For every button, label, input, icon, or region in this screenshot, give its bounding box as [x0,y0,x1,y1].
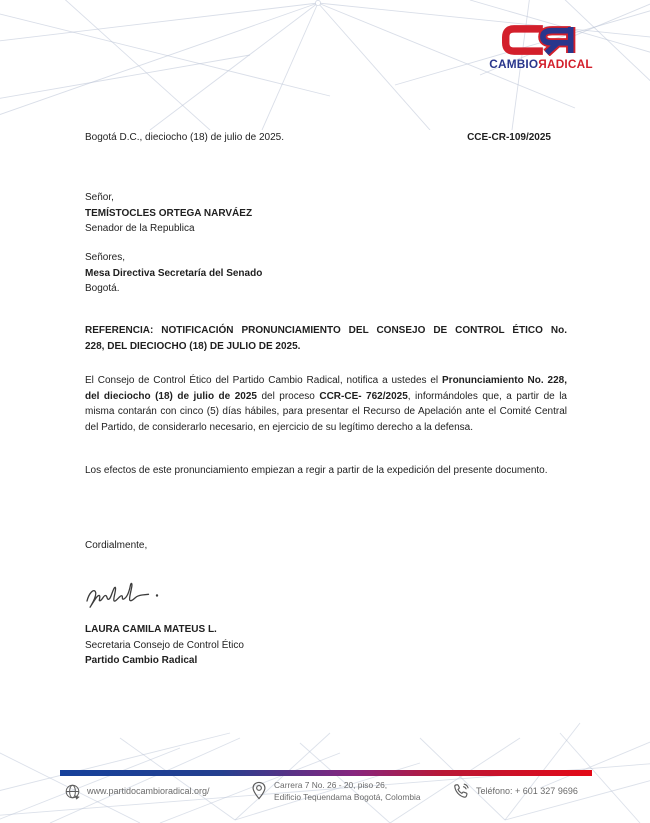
phone-icon [452,782,470,800]
cambio-radical-logo [481,24,601,71]
subject-reference-paragraph [85,323,567,354]
body-text: El Consejo de Control Ético del Partido Cambio Radical, notifica a ustedes el [85,375,443,386]
recipient-city: Bogotá. [85,283,120,294]
recipient-block-senator [85,190,567,237]
date-line: Bogotá D.C., dieciocho (18) de julio de 2025. [85,132,285,143]
footer-website-text: www.partidocambioradical.org/ [87,786,210,796]
footer-address-line2: Edificio Tequendama Bogotá, Colombia [274,791,421,802]
signer-name: LAURA CAMILA MATEUS L. [85,624,217,635]
recipient-title: Senador de la Republica [85,223,195,234]
handwritten-signature [80,574,180,616]
date-reference-row [85,130,567,146]
recipient-salutation: Señores, [85,252,126,263]
signer-organization: Partido Cambio Radical [85,655,198,666]
body-bold-proceso-code: CCR-CE- 762/2025 [319,390,408,402]
body-bold-pronunciamiento: Pronunciamiento No. 228, del dieciocho (18) de julio de 2025 [85,375,567,402]
signer-block [85,622,567,669]
body-text: , informándoles que, a partir de la misma contarán con cinco (5) días hábiles, para presentar el Recurso de Apelación ante el Comité Central del Partido, de considerarlo necesario, en ejercicio de su legítimo derecho a la defensa. [85,390,567,433]
recipient-name: Mesa Directiva Secretaría del Senado [85,267,263,279]
reference-code: CCE-CR-109/2025 [467,132,551,143]
closing-line: Cordialmente, [85,540,148,551]
logo-wordmark [481,57,601,71]
footer-address-text [274,780,421,803]
body-paragraph-1 [85,373,567,435]
logo-wordmark-cambio: CAMBIO [489,57,539,71]
logo-wordmark-radical: ЯADICAL [538,57,593,71]
recipient-block-mesa-directiva [85,250,567,297]
recipient-name: TEMÍSTOCLES ORTEGA NARVÁEZ [85,207,253,219]
footer-phone-item [452,782,578,800]
body-text: del proceso [256,390,320,402]
subject-line-2: 228, DEL DIECIOCHO (18) DE JULIO DE 2025. [85,340,301,352]
footer-website-item [64,783,210,800]
background-mesh-bottom-decoration [0,708,650,823]
signer-role: Secretaria Consejo de Control Ético [85,639,244,651]
footer-address-line1: Carrera 7 No. 26 - 20, piso 26, [274,780,388,790]
footer-gradient-bar [60,770,592,776]
globe-icon [64,783,81,800]
footer-address-item [250,780,421,803]
body-paragraph-2: Los efectos de este pronunciamiento empiezan a regir a partir de la expedición del presente documento. [85,465,548,476]
recipient-salutation: Señor, [85,192,114,203]
map-pin-icon [250,780,268,802]
footer-phone-text: Teléfono: + 601 327 9696 [476,786,578,796]
logo-monogram-icon [502,24,580,56]
subject-line-1: REFERENCIA: NOTIFICACIÓN PRONUNCIAMIENTO DEL CONSEJO DE CONTROL ÉTICO No. [85,325,567,336]
